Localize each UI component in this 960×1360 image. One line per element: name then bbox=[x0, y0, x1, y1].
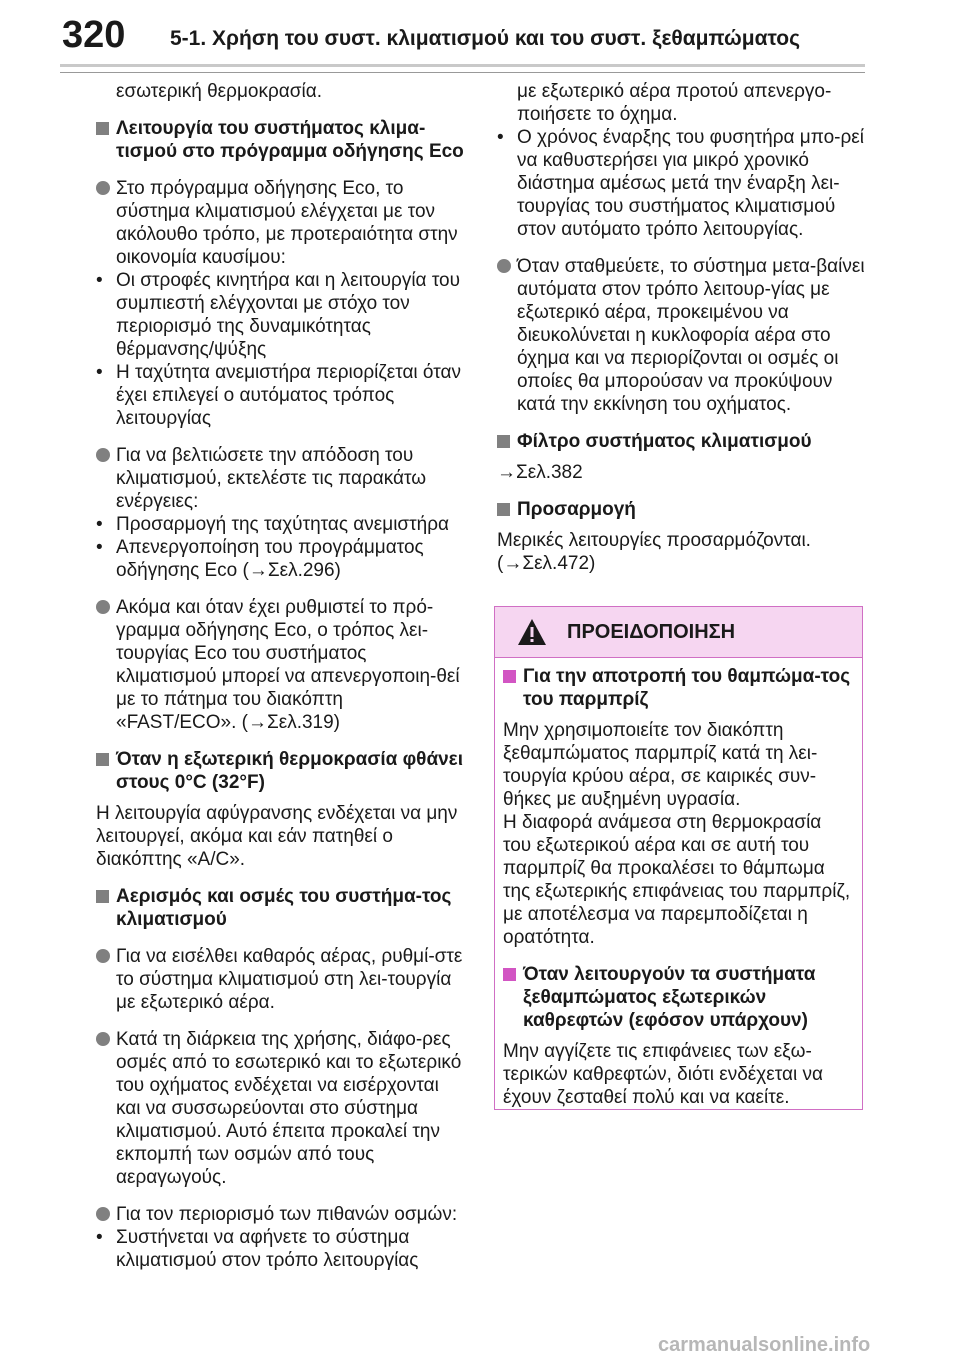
warning-paragraph: Η διαφορά ανάμεσα στη θερμοκρασία του εξωτερικού αέρα και σε αυτή του παρμπρίζ θα προκαλέσει το θάμπωμα της εξωτερικής επιφάνειας του παρμπρίζ, με αποτέλεσμα να παρεμποδίζεται η ορατότητα. bbox=[503, 812, 851, 948]
bullet-eco-control bbox=[96, 177, 466, 269]
round-bullet-icon bbox=[497, 259, 511, 273]
page-header bbox=[0, 0, 960, 80]
intro-text: εσωτερική θερμοκρασία. bbox=[116, 81, 322, 102]
sub-item: • Η ταχύτητα ανεμιστήρα περιορίζεται όταν έχει επιλεγεί ο αυτόματος τρόπος λειτουργίας bbox=[96, 361, 466, 430]
heading-text: Φίλτρο συστήματος κλιματισμού bbox=[517, 431, 812, 452]
continued-text: με εξωτερικό αέρα προτού απενεργο-ποιήσετε το όχημα. bbox=[517, 81, 832, 125]
warning-triangle-icon bbox=[517, 618, 547, 646]
header-rule-thin bbox=[60, 72, 865, 73]
bullet-text: Ακόμα και όταν έχει ρυθμιστεί το πρό-γραμμα οδήγησης Eco, ο τρόπος λει-τουργίας Eco του συστήματος κλιματισμού μπορεί να απενεργοποιη-θεί με το πάτημα του διακόπτη «FAST/ECO». (→Σελ.319) bbox=[116, 597, 460, 733]
section-heading-outside-temp bbox=[96, 748, 466, 794]
section-heading-ventilation bbox=[96, 885, 466, 931]
bullet-text: Όταν σταθμεύετε, το σύστημα μετα-βαίνει αυτόματα στον τρόπο λειτουρ-γίας με εξωτερικό αέρα, προκειμένου να διευκολύνεται η κυκλοφορία αέρα στο όχημα και να περιορίζονται οι οσμές οι οποίες θα μπορούσαν να προκύψουν κατά την εκκίνηση του οχήματος. bbox=[517, 256, 865, 415]
bullet-text: Στο πρόγραμμα οδήγησης Eco, το σύστημα κλιματισμού ελέγχεται με τον ακόλουθο τρόπο, με προτεραιότητα στην οικονομία καυσίμου: bbox=[116, 178, 458, 268]
square-bullet-icon bbox=[503, 670, 516, 683]
heading-text: Όταν η εξωτερική θερμοκρασία φθάνει στους 0°C (32°F) bbox=[116, 749, 463, 793]
square-bullet-icon bbox=[503, 968, 516, 981]
heading-text: Αερισμός και οσμές του συστήμα-τος κλιματισμού bbox=[116, 886, 452, 930]
square-bullet-icon bbox=[96, 122, 109, 135]
warning-box bbox=[494, 606, 863, 1110]
heading-text: Για την αποτροπή του θαμπώμα-τος του παρμπρίζ bbox=[523, 666, 851, 710]
paragraph-customization: Μερικές λειτουργίες προσαρμόζονται. (→Σελ.472) bbox=[497, 530, 811, 574]
page-reference-link[interactable]: →Σελ.382 bbox=[497, 462, 583, 483]
bullet-parking bbox=[497, 255, 867, 416]
round-bullet-icon bbox=[96, 600, 110, 614]
bullet-text: Για τον περιορισμό των πιθανών οσμών: bbox=[116, 1204, 458, 1225]
chapter-title: 5-1. Χρήση του συστ. κλιματισμού και του συστ. ξεθαμπώματος bbox=[170, 27, 801, 50]
section-heading-eco bbox=[96, 117, 466, 163]
bullet-limit-odors bbox=[96, 1203, 466, 1226]
header-rule bbox=[60, 64, 865, 67]
sub-item: • Προσαρμογή της ταχύτητας ανεμιστήρα bbox=[96, 513, 466, 536]
bullet-text: Για να εισέλθει καθαρός αέρας, ρυθμί-στε το σύστημα κλιματισμού στη λει-τουργία με εξωτερικό αέρα. bbox=[116, 946, 463, 1013]
round-bullet-icon bbox=[96, 181, 110, 195]
bullet-odors bbox=[96, 1028, 466, 1189]
bullet-text: Για να βελτιώσετε την απόδοση του κλιματισμού, εκτελέστε τις παρακάτω ενέργειες: bbox=[116, 445, 427, 512]
watermark: carmanualsonline.info bbox=[658, 1334, 871, 1356]
section-heading-filter bbox=[497, 430, 867, 453]
round-bullet-icon bbox=[96, 1032, 110, 1046]
bullet-text: Κατά τη διάρκεια της χρήσης, διάφο-ρες οσμές από το εσωτερικό και το εξωτερικό του οχήματος ενδέχεται να εισέρχονται και να συσσωρεύονται στο σύστημα κλιματισμού. Αυτό έπειτα προκαλεί την εκπομπή των οσμών από τους αεραγωγούς. bbox=[116, 1029, 462, 1188]
left-column bbox=[96, 80, 466, 1272]
warning-heading-mirrors bbox=[503, 963, 851, 1032]
warning-title: ΠΡΟΕΙΔΟΠΟΙΗΣΗ bbox=[567, 621, 736, 643]
heading-text: Όταν λειτουργούν τα συστήματα ξεθαμπώματος εξωτερικών καθρεφτών (εφόσον υπάρχουν) bbox=[523, 964, 816, 1031]
sub-item: • Ο χρόνος έναρξης του φυσητήρα μπο-ρεί να καθυστερήσει για μικρό χρονικό διάστημα αμέσως μετά την έναρξη λει-τουργίας του συστήματος κλιματισμού στον αυτόματο τρόπο λειτουργίας. bbox=[497, 126, 867, 241]
warning-paragraph: Μην χρησιμοποιείτε τον διακόπτη ξεθαμπώματος παρμπρίζ κατά τη λει-τουργία κρύου αέρα, σε καιρικές συν-θήκες με αυξημένη υγρασία. bbox=[503, 720, 818, 810]
square-bullet-icon bbox=[497, 435, 510, 448]
sub-item: • Απενεργοποίηση του προγράμματος οδήγησης Eco (→Σελ.296) bbox=[96, 536, 466, 582]
paragraph-dehumidify: Η λειτουργία αφύγρανσης ενδέχεται να μην λειτουργεί, ακόμα και εάν πατηθεί ο διακόπτης «A/C». bbox=[96, 803, 458, 870]
warning-body bbox=[503, 659, 851, 1109]
bullet-fast-eco bbox=[96, 596, 466, 734]
section-heading-customization bbox=[497, 498, 867, 521]
square-bullet-icon bbox=[96, 753, 109, 766]
sub-item: • Συστήνεται να αφήνετε το σύστημα κλιματισμού στον τρόπο λειτουργίας bbox=[96, 1226, 466, 1272]
right-column bbox=[497, 80, 867, 575]
bullet-improve-performance bbox=[96, 444, 466, 513]
round-bullet-icon bbox=[96, 1207, 110, 1221]
warning-paragraph: Μην αγγίζετε τις επιφάνειες των εξω-τερικών καθρεφτών, διότι ενδέχεται να έχουν ζεσταθεί πολύ και να καείτε. bbox=[503, 1041, 823, 1108]
page-number: 320 bbox=[62, 14, 126, 56]
round-bullet-icon bbox=[96, 949, 110, 963]
warning-heading-windshield bbox=[503, 665, 851, 711]
square-bullet-icon bbox=[497, 503, 510, 516]
heading-text: Λειτουργία του συστήματος κλιμα-τισμού στο πρόγραμμα οδήγησης Eco bbox=[116, 118, 464, 162]
warning-header bbox=[495, 607, 862, 658]
sub-item: • Οι στροφές κινητήρα και η λειτουργία του συμπιεστή ελέγχονται με στόχο τον περιορισμό της δυναμικότητας θέρμανσης/ψύξης bbox=[96, 269, 466, 361]
square-bullet-icon bbox=[96, 890, 109, 903]
bullet-fresh-air bbox=[96, 945, 466, 1014]
round-bullet-icon bbox=[96, 448, 110, 462]
heading-text: Προσαρμογή bbox=[517, 499, 636, 520]
